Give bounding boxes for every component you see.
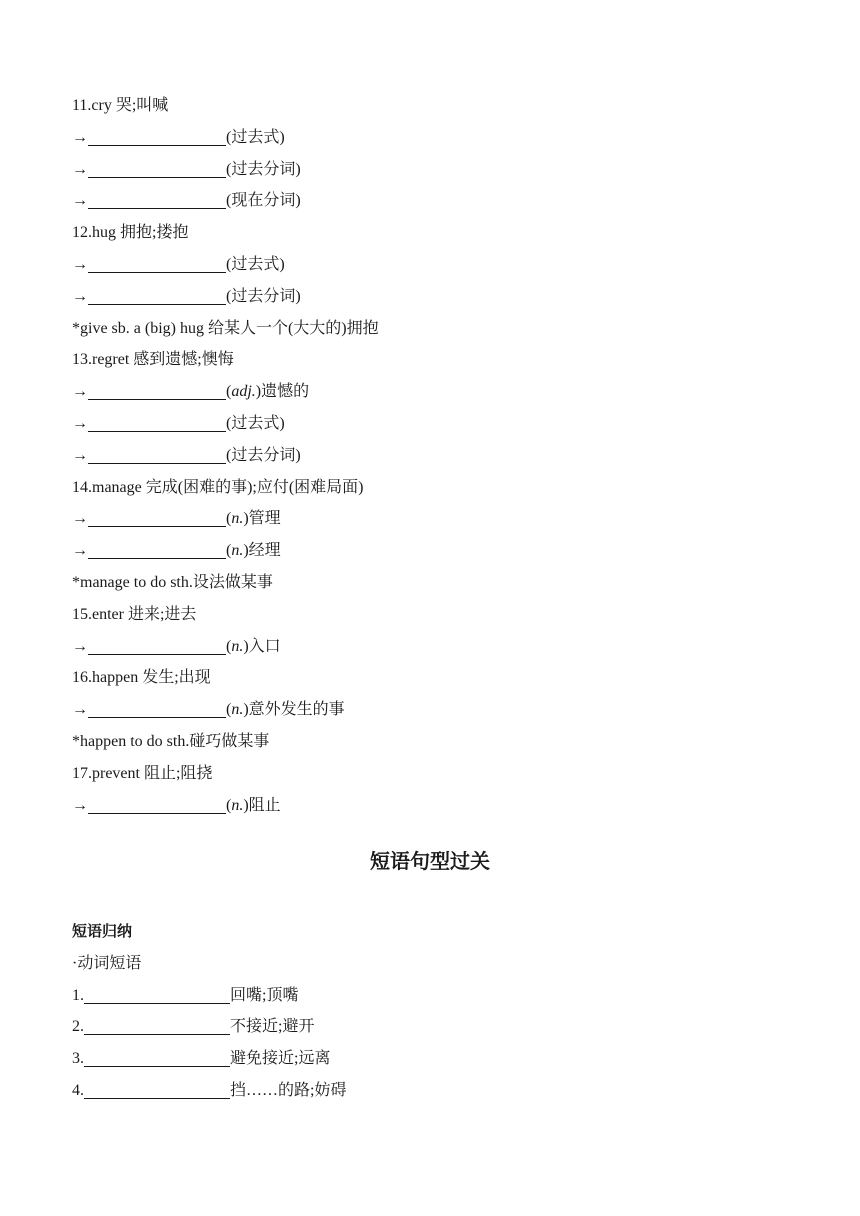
form-line: → (adj.)遗憾的 bbox=[72, 383, 310, 401]
phrase-note: *manage to do sth.设法做某事 bbox=[72, 573, 273, 591]
answer-blank[interactable] bbox=[88, 190, 226, 209]
category-label: ·动词短语 bbox=[72, 954, 142, 972]
form-line: → (过去分词) bbox=[72, 160, 301, 178]
form-line: → (过去分词) bbox=[72, 287, 301, 305]
answer-blank[interactable] bbox=[88, 413, 226, 432]
word-heading: 13.regret 感到遗憾;懊悔 bbox=[72, 351, 234, 369]
answer-blank[interactable] bbox=[88, 445, 226, 464]
subsection-heading: 短语归纳 bbox=[72, 922, 133, 940]
form-line: → (n.)意外发生的事 bbox=[72, 701, 345, 719]
answer-blank[interactable] bbox=[84, 985, 230, 1004]
answer-blank[interactable] bbox=[88, 795, 226, 814]
word-heading: 11.cry 哭;叫喊 bbox=[72, 97, 169, 114]
word-heading: 16.happen 发生;出现 bbox=[72, 669, 211, 687]
phrase-section bbox=[72, 916, 788, 1107]
answer-blank[interactable] bbox=[88, 636, 226, 655]
form-line: → (过去式) bbox=[72, 255, 285, 273]
word-heading: 17.prevent 阻止;阻挠 bbox=[72, 764, 213, 782]
form-line: → (过去式) bbox=[72, 414, 285, 432]
form-line: → (过去式) bbox=[72, 128, 285, 146]
form-line: → (n.)经理 bbox=[72, 542, 281, 560]
word-forms-section bbox=[72, 90, 788, 821]
answer-blank[interactable] bbox=[88, 254, 226, 273]
answer-blank[interactable] bbox=[88, 540, 226, 559]
form-line: → (n.)入口 bbox=[72, 637, 281, 655]
phrase-item: 2. 不接近;避开 bbox=[72, 1018, 315, 1036]
phrase-note: *give sb. a (big) hug 给某人一个(大大的)拥抱 bbox=[72, 319, 379, 337]
answer-blank[interactable] bbox=[88, 381, 226, 400]
form-line: → (现在分词) bbox=[72, 192, 301, 210]
form-line: → (n.)阻止 bbox=[72, 796, 281, 814]
answer-blank[interactable] bbox=[84, 1016, 230, 1035]
phrase-item: 1. 回嘴;顶嘴 bbox=[72, 986, 299, 1004]
answer-blank[interactable] bbox=[88, 699, 226, 718]
word-heading: 12.hug 拥抱;搂抱 bbox=[72, 224, 189, 242]
answer-blank[interactable] bbox=[84, 1048, 230, 1067]
answer-blank[interactable] bbox=[84, 1080, 230, 1099]
section-title: 短语句型过关 bbox=[370, 849, 490, 873]
answer-blank[interactable] bbox=[88, 127, 226, 146]
form-line: → (过去分词) bbox=[72, 446, 301, 464]
answer-blank[interactable] bbox=[88, 286, 226, 305]
phrase-item: 4. 挡……的路;妨碍 bbox=[72, 1081, 347, 1099]
answer-blank[interactable] bbox=[88, 508, 226, 527]
word-heading: 14.manage 完成(困难的事);应付(困难局面) bbox=[72, 478, 364, 496]
form-line: → (n.)管理 bbox=[72, 510, 281, 528]
answer-blank[interactable] bbox=[88, 159, 226, 178]
phrase-item: 3. 避免接近;远离 bbox=[72, 1050, 331, 1068]
word-heading: 15.enter 进来;进去 bbox=[72, 605, 197, 623]
phrase-note: *happen to do sth.碰巧做某事 bbox=[72, 732, 270, 750]
